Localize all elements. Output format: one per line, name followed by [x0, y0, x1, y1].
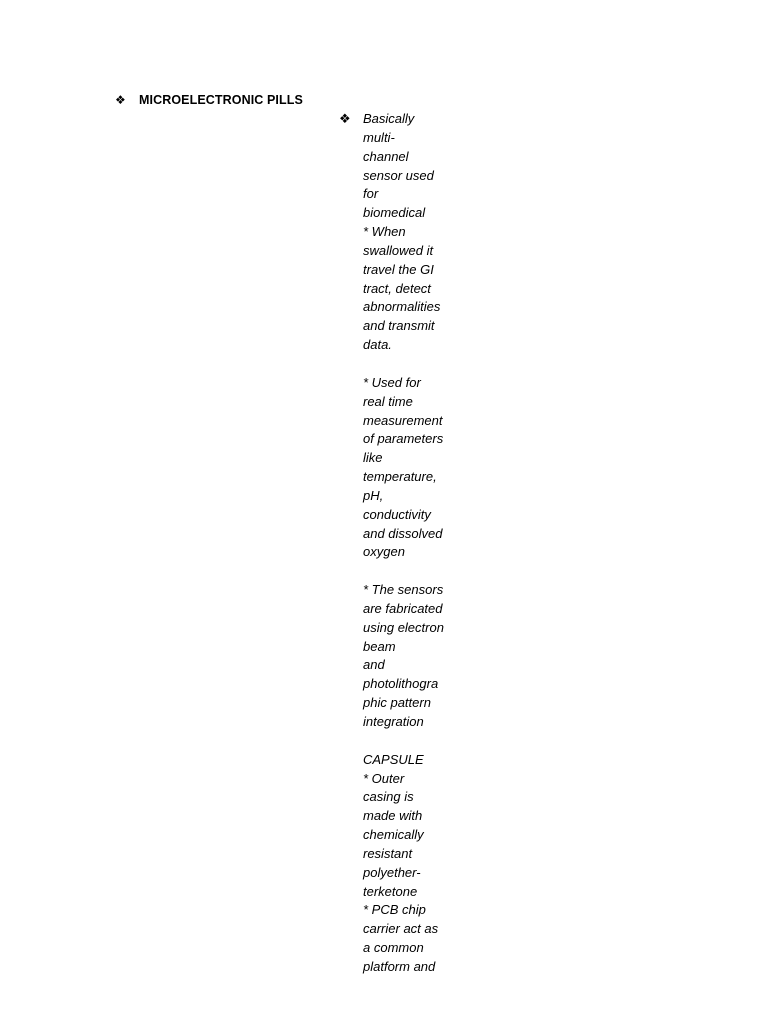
body-line: a common	[363, 940, 424, 956]
body-line: * Used for	[363, 374, 421, 390]
body-line: sensor used	[363, 167, 434, 183]
body-line: phic pattern	[363, 695, 431, 711]
body-line	[363, 732, 459, 751]
body-line: temperature,	[363, 469, 437, 485]
body-paragraph	[363, 110, 459, 977]
body-line: of parameters	[363, 431, 444, 447]
body-line: made with	[363, 808, 423, 824]
body-line: like	[363, 450, 383, 466]
body-line: CAPSULE	[363, 751, 424, 767]
body-line: channel	[363, 148, 409, 164]
body-line: travel the GI	[363, 261, 434, 277]
diamond-bullet-icon: ❖	[339, 112, 351, 127]
body-line: data.	[363, 337, 392, 353]
body-line: beam	[363, 638, 396, 654]
body-line: conductivity	[363, 506, 431, 522]
body-line: * Outer	[363, 770, 405, 786]
body-line: pH,	[363, 487, 384, 503]
body-line: photolithogra	[363, 676, 439, 692]
body-line: biomedical	[363, 205, 426, 221]
body-line: * When	[363, 224, 406, 240]
body-line: * The sensors	[363, 582, 444, 598]
body-line: are fabricated	[363, 600, 443, 616]
body-line: polyether-	[363, 864, 421, 880]
body-line: integration	[363, 714, 424, 729]
body-line: oxygen	[363, 544, 405, 560]
body-line: and	[363, 657, 385, 673]
body-line: abnormalities	[363, 299, 441, 315]
body-line	[363, 562, 459, 581]
body-line: * PCB chip	[363, 902, 426, 918]
body-line: resistant	[363, 845, 413, 861]
body-line: multi-	[363, 129, 395, 145]
body-line	[363, 355, 459, 374]
body-line: chemically	[363, 827, 424, 843]
body-line: real time	[363, 393, 413, 409]
diamond-bullet-icon: ❖	[115, 93, 126, 107]
section-heading: MICROELECTRONIC PILLS	[139, 93, 303, 107]
body-line: and transmit	[363, 318, 435, 334]
body-line: for	[363, 186, 379, 202]
body-line: measurement	[363, 412, 443, 428]
body-line: Basically	[363, 111, 415, 126]
body-line: platform and	[363, 958, 436, 974]
body-line: swallowed it	[363, 242, 434, 258]
body-line: casing is	[363, 789, 414, 805]
body-line: using electron	[363, 619, 444, 635]
body-line: terketone	[363, 883, 418, 899]
body-line: tract, detect	[363, 280, 431, 296]
body-line: and dissolved	[363, 525, 443, 541]
body-line: carrier act as	[363, 921, 439, 937]
